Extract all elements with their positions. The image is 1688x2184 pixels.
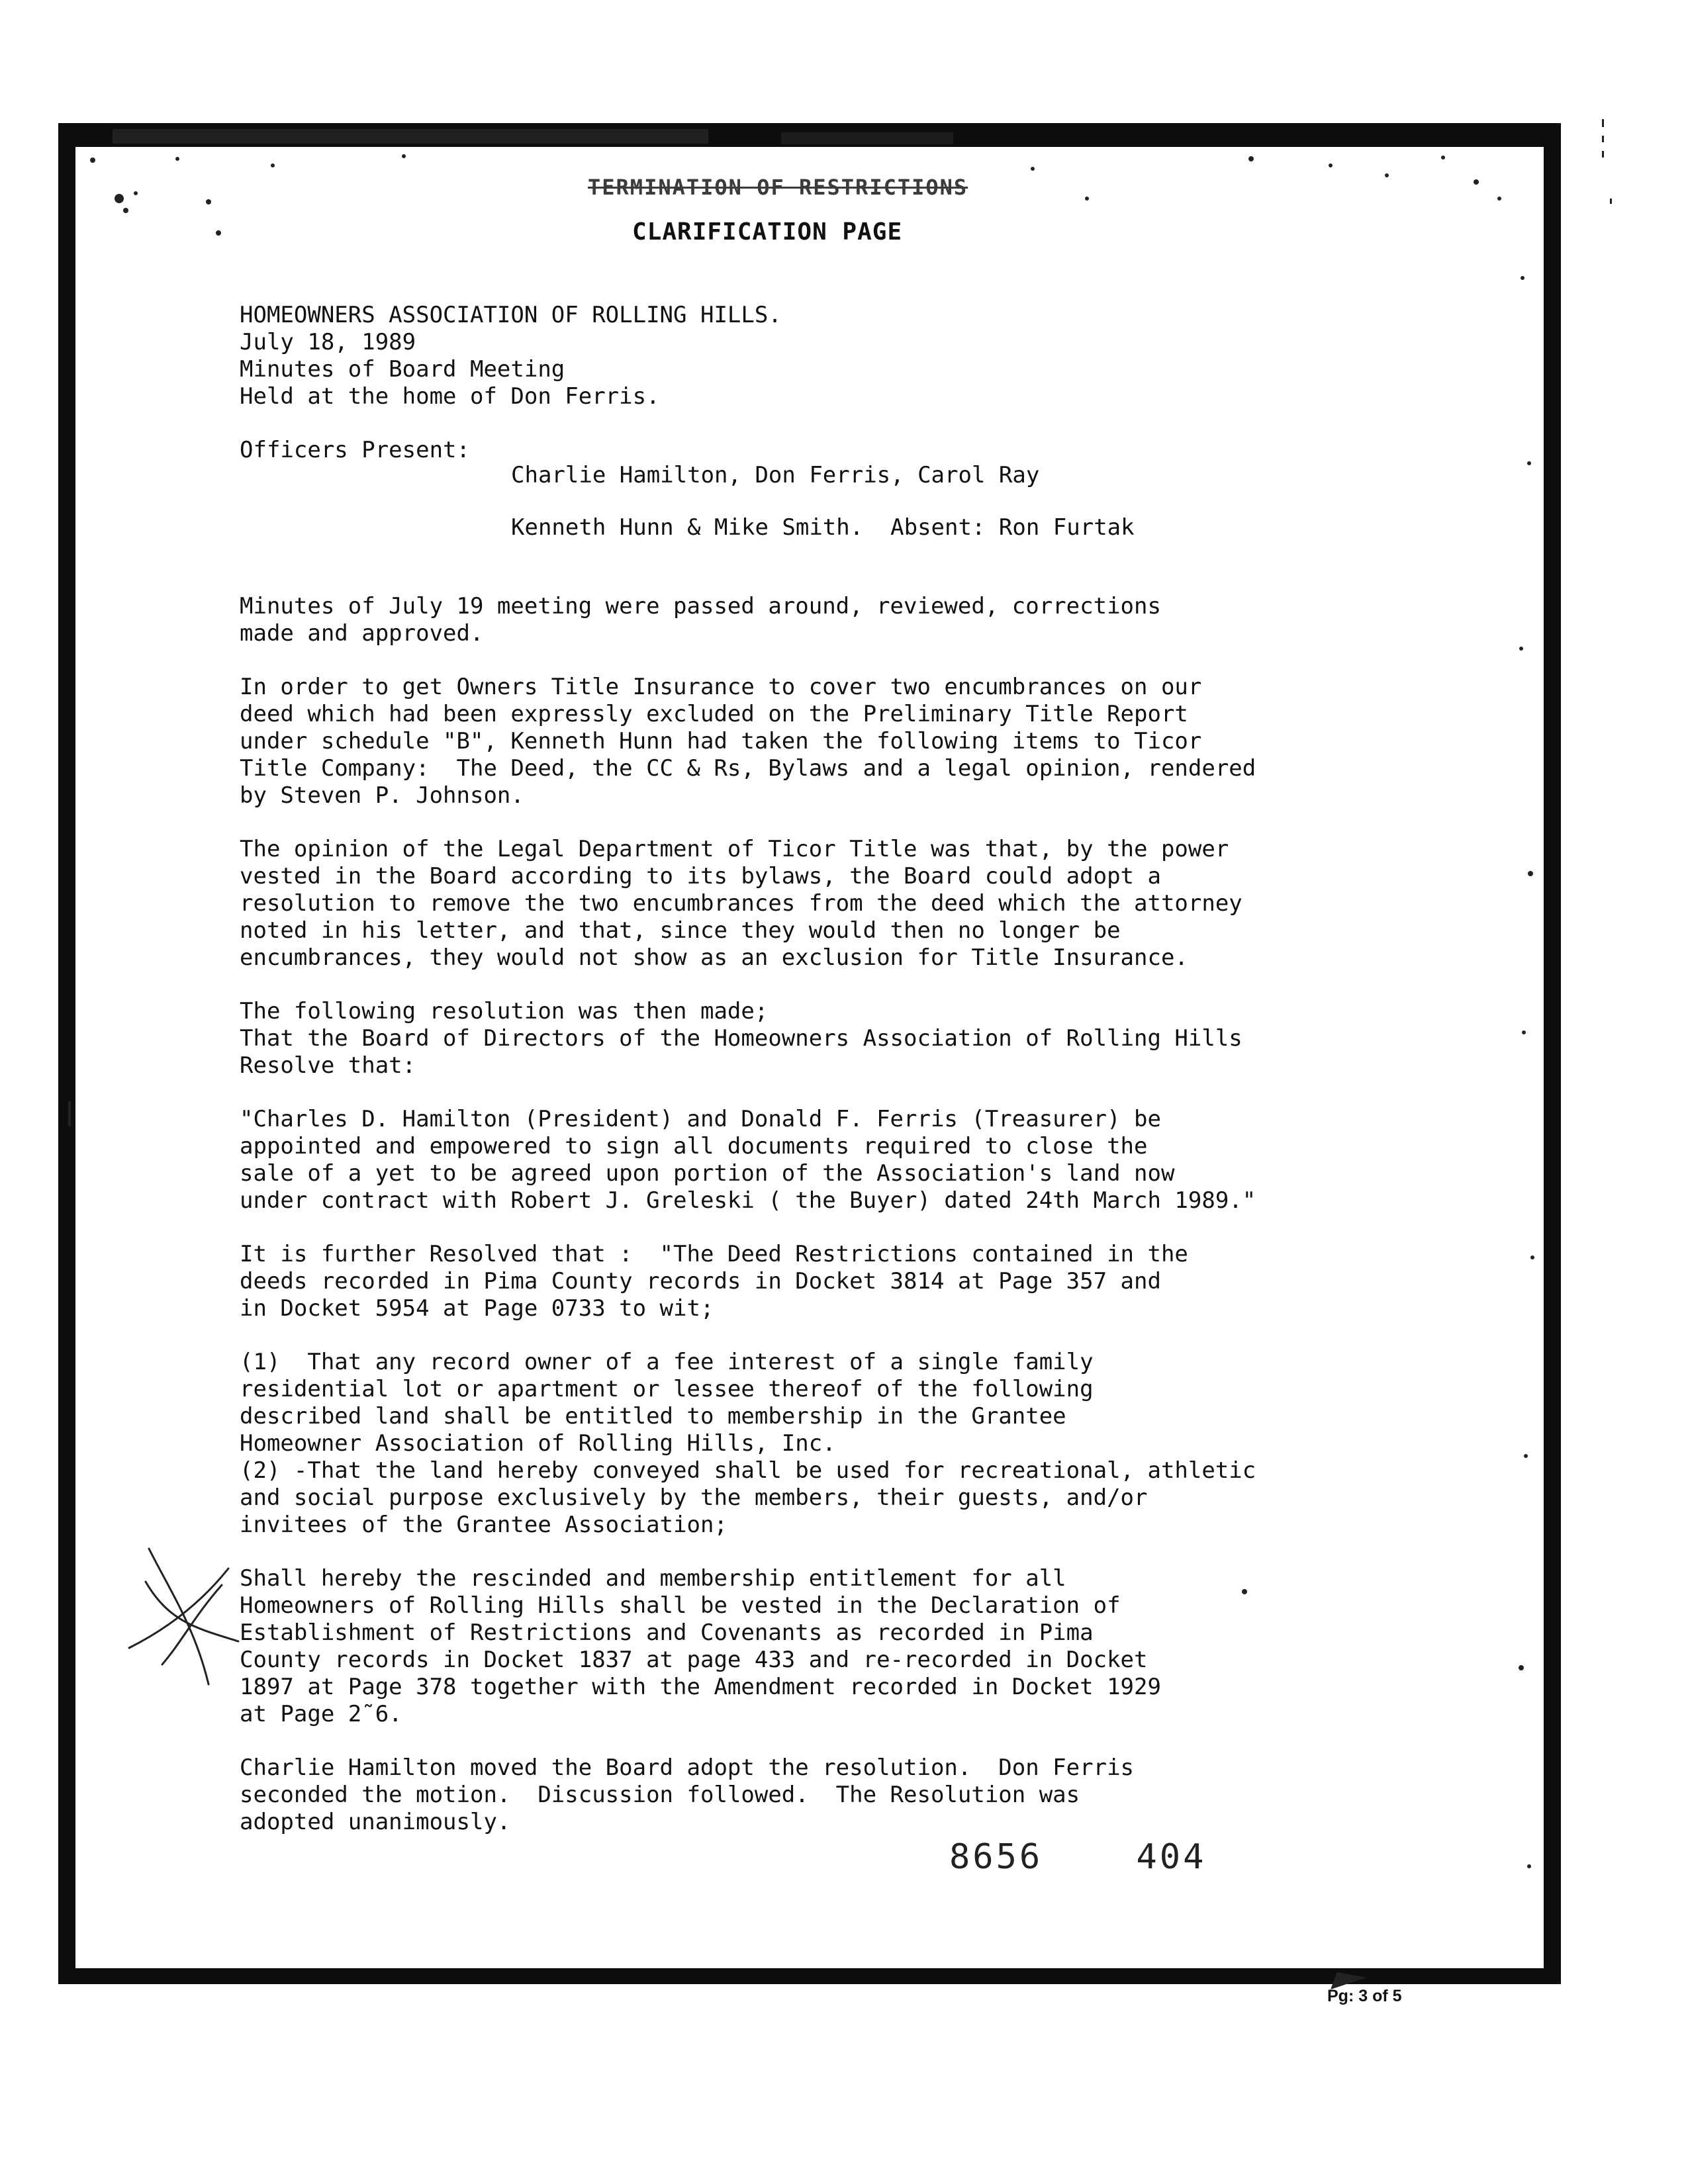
- paragraph-line: That the Board of Directors of the Homeowners Association of Rolling Hills: [240, 1025, 1243, 1052]
- paragraph-line: Charlie Hamilton moved the Board adopt the resolution. Don Ferris: [240, 1754, 1135, 1781]
- restriction-line: described land shall be entitled to membership in the Grantee: [240, 1403, 1066, 1430]
- struck-heading: TERMINATION OF RESTRICTIONS: [588, 175, 968, 200]
- paragraph-line: County records in Docket 1837 at page 433 and re-recorded in Docket: [240, 1647, 1148, 1673]
- meeting-date: July 18, 1989: [240, 329, 416, 355]
- paragraph-line: Resolve that:: [240, 1052, 416, 1079]
- restriction-line: and social purpose exclusively by the members, their guests, and/or: [240, 1484, 1148, 1511]
- docket-number: 8656: [949, 1837, 1043, 1877]
- officers-line: Charlie Hamilton, Don Ferris, Carol Ray: [511, 462, 1040, 488]
- paragraph-line: Homeowners of Rolling Hills shall be vested in the Declaration of: [240, 1592, 1121, 1619]
- paragraph-line: vested in the Board according to its bylaws, the Board could adopt a: [240, 863, 1161, 889]
- paragraph-line: The following resolution was then made;: [240, 998, 769, 1024]
- paragraph-line: seconded the motion. Discussion followed. The Resolution was: [240, 1782, 1080, 1808]
- document-body: [240, 302, 1352, 1836]
- paragraph-line: The opinion of the Legal Department of Ticor Title was that, by the power: [240, 836, 1229, 862]
- paragraph-line: made and approved.: [240, 620, 484, 647]
- docket-page-number: [949, 1837, 1206, 1877]
- resolution-line: in Docket 5954 at Page 0733 to wit;: [240, 1295, 714, 1322]
- resolution-line: It is further Resolved that : "The Deed Restrictions contained in the: [240, 1241, 1188, 1267]
- officers-block: [240, 437, 1352, 567]
- paragraph-line: Establishment of Restrictions and Covenants as recorded in Pima: [240, 1619, 1094, 1646]
- paragraph-line: 1897 at Page 378 together with the Amendment recorded in Docket 1929: [240, 1674, 1161, 1700]
- page-number: 404: [1136, 1837, 1207, 1877]
- paragraph-line: at Page 2˜6.: [240, 1701, 402, 1727]
- paragraph-line: Title Company: The Deed, the CC & Rs, Bylaws and a legal opinion, rendered: [240, 755, 1256, 782]
- restriction-line: (1) That any record owner of a fee interest of a single family: [240, 1349, 1094, 1375]
- paragraph-line: encumbrances, they would not show as an exclusion for Title Insurance.: [240, 944, 1188, 971]
- paragraph-line: In order to get Owners Title Insurance to cover two encumbrances on our: [240, 674, 1202, 700]
- paragraph-line: noted in his letter, and that, since they would then no longer be: [240, 917, 1121, 944]
- handwritten-x-mark: [122, 1542, 248, 1694]
- paragraph-line: adopted unanimously.: [240, 1809, 511, 1835]
- resolution-line: sale of a yet to be agreed upon portion of the Association's land now: [240, 1160, 1175, 1187]
- paragraph-line: resolution to remove the two encumbrances from the deed which the attorney: [240, 890, 1243, 917]
- paragraph-line: by Steven P. Johnson.: [240, 782, 524, 809]
- association-heading: HOMEOWNERS ASSOCIATION OF ROLLING HILLS.: [240, 302, 782, 328]
- paragraph-line: under schedule "B", Kenneth Hunn had taken the following items to Ticor: [240, 728, 1202, 754]
- resolution-line: deeds recorded in Pima County records in Docket 3814 at Page 357 and: [240, 1268, 1161, 1295]
- officers-line: Kenneth Hunn & Mike Smith. Absent: Ron Furtak: [511, 514, 1135, 541]
- page-title: CLARIFICATION PAGE: [632, 218, 903, 246]
- meeting-title: Minutes of Board Meeting: [240, 356, 565, 383]
- resolution-line: under contract with Robert J. Greleski ( the Buyer) dated 24th March 1989.": [240, 1187, 1256, 1214]
- paragraph-line: Minutes of July 19 meeting were passed around, reviewed, corrections: [240, 593, 1161, 619]
- meeting-location: Held at the home of Don Ferris.: [240, 383, 660, 410]
- resolution-line: "Charles D. Hamilton (President) and Donald F. Ferris (Treasurer) be: [240, 1106, 1161, 1132]
- pagination-label: Pg: 3 of 5: [1327, 1987, 1402, 2005]
- paragraph-line: Shall hereby the rescinded and membership entitlement for all: [240, 1565, 1066, 1592]
- restriction-line: residential lot or apartment or lessee thereof of the following: [240, 1376, 1094, 1402]
- restriction-line: invitees of the Grantee Association;: [240, 1512, 727, 1538]
- restriction-line: (2) -That the land hereby conveyed shall be used for recreational, athletic: [240, 1457, 1256, 1484]
- resolution-line: appointed and empowered to sign all documents required to close the: [240, 1133, 1148, 1160]
- paragraph-line: deed which had been expressly excluded on the Preliminary Title Report: [240, 701, 1188, 727]
- restriction-line: Homeowner Association of Rolling Hills, Inc.: [240, 1430, 836, 1457]
- officers-label: Officers Present:: [240, 437, 470, 463]
